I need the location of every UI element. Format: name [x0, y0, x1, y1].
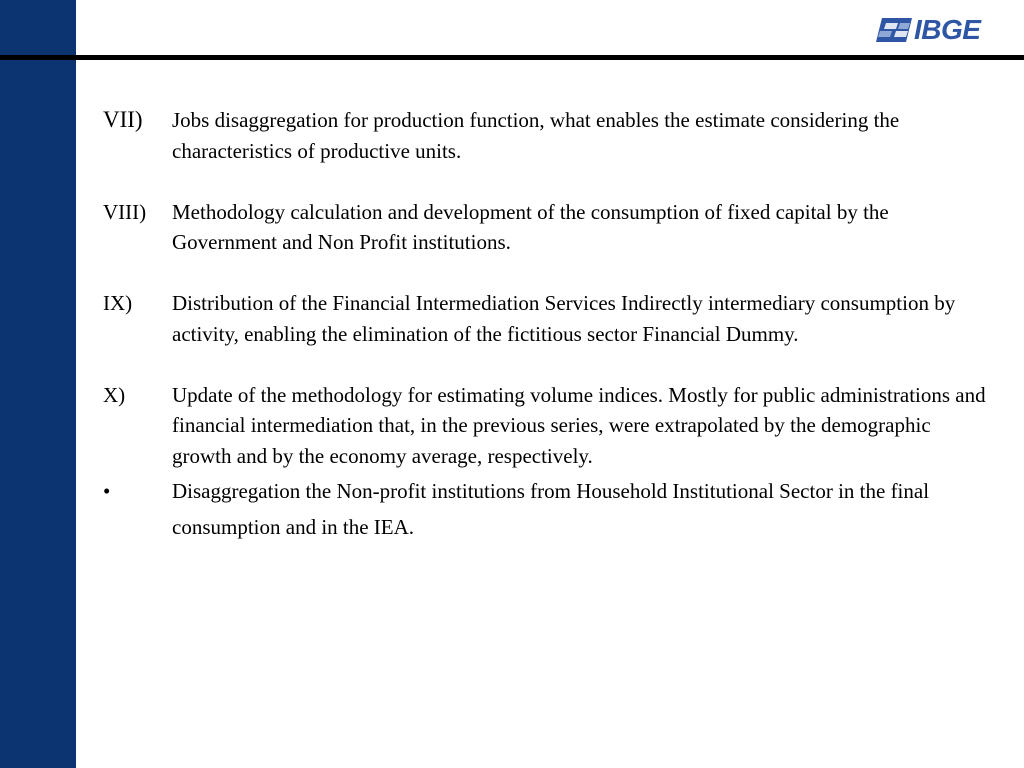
list-item: [103, 288, 993, 349]
item-text: Distribution of the Financial Intermediation Services Indirectly intermediary consumption by activity, enabling the elimination of the fictitious sector Financial Dummy.: [172, 291, 956, 346]
item-number: VII): [103, 107, 143, 132]
bullet-icon: •: [103, 479, 111, 503]
item-text: Jobs disaggregation for production function, what enables the estimate considering the characteristics of productive units.: [172, 108, 900, 163]
item-text: Methodology calculation and development of the consumption of fixed capital by the Government and Non Profit institutions.: [172, 199, 889, 254]
item-number: VIII): [103, 199, 147, 224]
header-rule: [0, 55, 1024, 60]
list-item: [103, 105, 993, 166]
list-item: [103, 197, 993, 258]
item-number: X): [103, 382, 126, 407]
item-number: IX): [103, 291, 133, 315]
ibge-logo-text: IBGE: [914, 14, 981, 45]
item-text: Update of the methodology for estimating volume indices. Mostly for public administrations and financial intermediation that, in the previous series, were extrapolated by the demographic growth and by the economy average, respectively.: [172, 382, 986, 468]
bullet-item: [103, 473, 993, 545]
list-item: [103, 380, 993, 472]
bullet-text: Disaggregation the Non-profit institutions from Household Institutional Sector in the final consumption and in the IEA.: [172, 479, 930, 539]
left-sidebar-band: [0, 0, 76, 768]
slide-content: [103, 105, 993, 545]
ibge-logo: [876, 14, 1002, 46]
ibge-logo-mark-icon: [876, 18, 912, 42]
